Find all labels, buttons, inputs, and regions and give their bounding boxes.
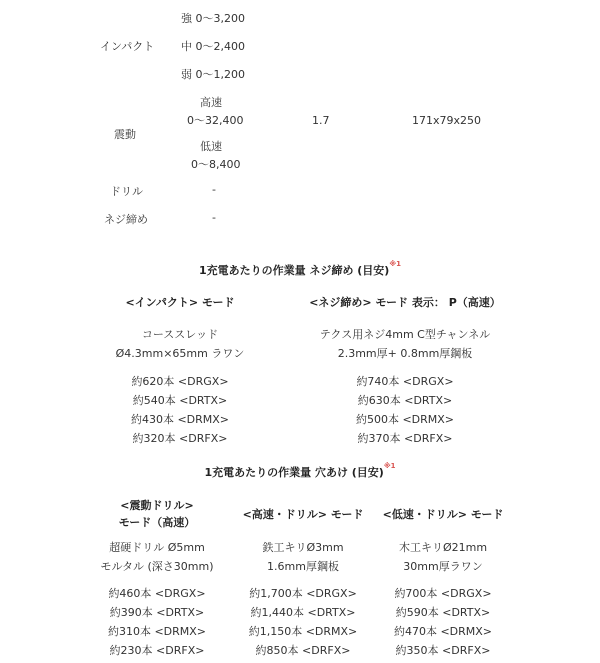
hole-col-3-count: 約590本 <DRTX>: [395, 606, 491, 619]
vibration-high-value: 0～32,400: [187, 114, 244, 127]
screw-col-2-material-1: テクス用ネジ4mm C型チャンネル: [319, 328, 491, 341]
screw-label: ネジ締め: [104, 213, 148, 226]
vibration-high-label: 高速: [200, 96, 222, 109]
drill-label: ドリル: [110, 185, 143, 198]
screw-col-2-count: 約630本 <DRTX>: [357, 394, 453, 407]
screw-col-2-count: 約740本 <DRGX>: [356, 375, 454, 388]
hole-col-1-header: [82, 497, 232, 531]
hole-col-1-material-1: 超硬ドリル Ø5mm: [109, 541, 205, 554]
hole-col-2: [228, 506, 378, 522]
hole-col-2-material-1: 鉄工キリØ3mm: [262, 541, 344, 554]
hole-col-3: [368, 506, 518, 522]
hole-col-2-count: 約1,700本 <DRGX>: [249, 587, 357, 600]
hole-col-2-count: 約1,150本 <DRMX>: [248, 625, 358, 638]
dimensions-value: 171x79x250: [412, 114, 482, 127]
screw-col-2-count: 約500本 <DRMX>: [355, 413, 455, 426]
hole-col-2-count: 約1,440本 <DRTX>: [250, 606, 356, 619]
hole-col-3-material-2: 30mm厚ラワン: [403, 560, 483, 573]
screw-col-1: [100, 294, 260, 448]
screw-col-2: [280, 294, 530, 448]
impact-label: インパクト: [100, 40, 155, 53]
hole-col-3-count: 約470本 <DRMX>: [393, 625, 493, 638]
screw-col-2-count: 約370本 <DRFX>: [357, 432, 453, 445]
screw-col-1-material-1: コーススレッド: [141, 328, 219, 341]
screw-col-2-material-2: 2.3mm厚+ 0.8mm厚鋼板: [337, 347, 473, 360]
hole-col-1-body: [82, 538, 232, 660]
screw-col-1-header: <インパクト> モード: [125, 296, 235, 309]
screw-col-1-count: 約430本 <DRMX>: [130, 413, 230, 426]
hole-col-2-material-2: 1.6mm厚鋼板: [267, 560, 339, 573]
impact-strong: 強 0～3,200: [181, 12, 245, 25]
vibration-label: 震動: [114, 128, 136, 141]
vibration-low-value: 0～8,400: [191, 158, 241, 171]
impact-weak: 弱 0～1,200: [181, 68, 245, 81]
hole-col-2-count: 約850本 <DRFX>: [255, 644, 351, 657]
hole-col-1-count: 約460本 <DRGX>: [108, 587, 206, 600]
drill-value: -: [212, 183, 216, 196]
screw-col-1-material-2: Ø4.3mm×65mm ラワン: [115, 347, 245, 360]
hole-col-3-count: 約700本 <DRGX>: [394, 587, 492, 600]
hole-col-1-header-line-2: モード（高速）: [118, 516, 196, 529]
vibration-low-label: 低速: [200, 140, 222, 153]
impact-medium: 中 0～2,400: [181, 40, 245, 53]
hole-col-1-header-line-1: <震動ドリル>: [120, 499, 194, 512]
hole-col-3-material-1: 木工キリØ21mm: [398, 541, 488, 554]
hole-col-1-count: 約310本 <DRMX>: [107, 625, 207, 638]
screw-section-title-text: 1充電あたりの作業量 ネジ締め (目安): [198, 264, 390, 277]
hole-col-2-header: <高速・ドリル> モード: [242, 508, 364, 521]
hole-section-note: ※1: [383, 462, 396, 470]
hole-section-title-text: 1充電あたりの作業量 穴あけ (目安): [204, 466, 384, 479]
hole-col-1-material-2: モルタル (深さ30mm): [100, 560, 214, 573]
screw-col-1-count: 約320本 <DRFX>: [132, 432, 228, 445]
screw-value: -: [212, 211, 216, 224]
hole-col-2-body: [228, 538, 378, 660]
screw-col-1-count: 約540本 <DRTX>: [132, 394, 228, 407]
screw-section-note: ※1: [389, 260, 402, 268]
hole-col-1: [82, 497, 232, 531]
screw-col-2-header: <ネジ締め> モード 表示： P（高速）: [309, 296, 501, 309]
hole-section-title: [0, 464, 600, 480]
weight-value: 1.7: [312, 114, 330, 127]
hole-col-3-count: 約350本 <DRFX>: [395, 644, 491, 657]
hole-col-3-header: <低速・ドリル> モード: [382, 508, 504, 521]
screw-col-1-count: 約620本 <DRGX>: [131, 375, 229, 388]
hole-col-3-body: [368, 538, 518, 660]
screw-section-title: [0, 262, 600, 278]
hole-col-1-count: 約390本 <DRTX>: [109, 606, 205, 619]
hole-col-1-count: 約230本 <DRFX>: [109, 644, 205, 657]
